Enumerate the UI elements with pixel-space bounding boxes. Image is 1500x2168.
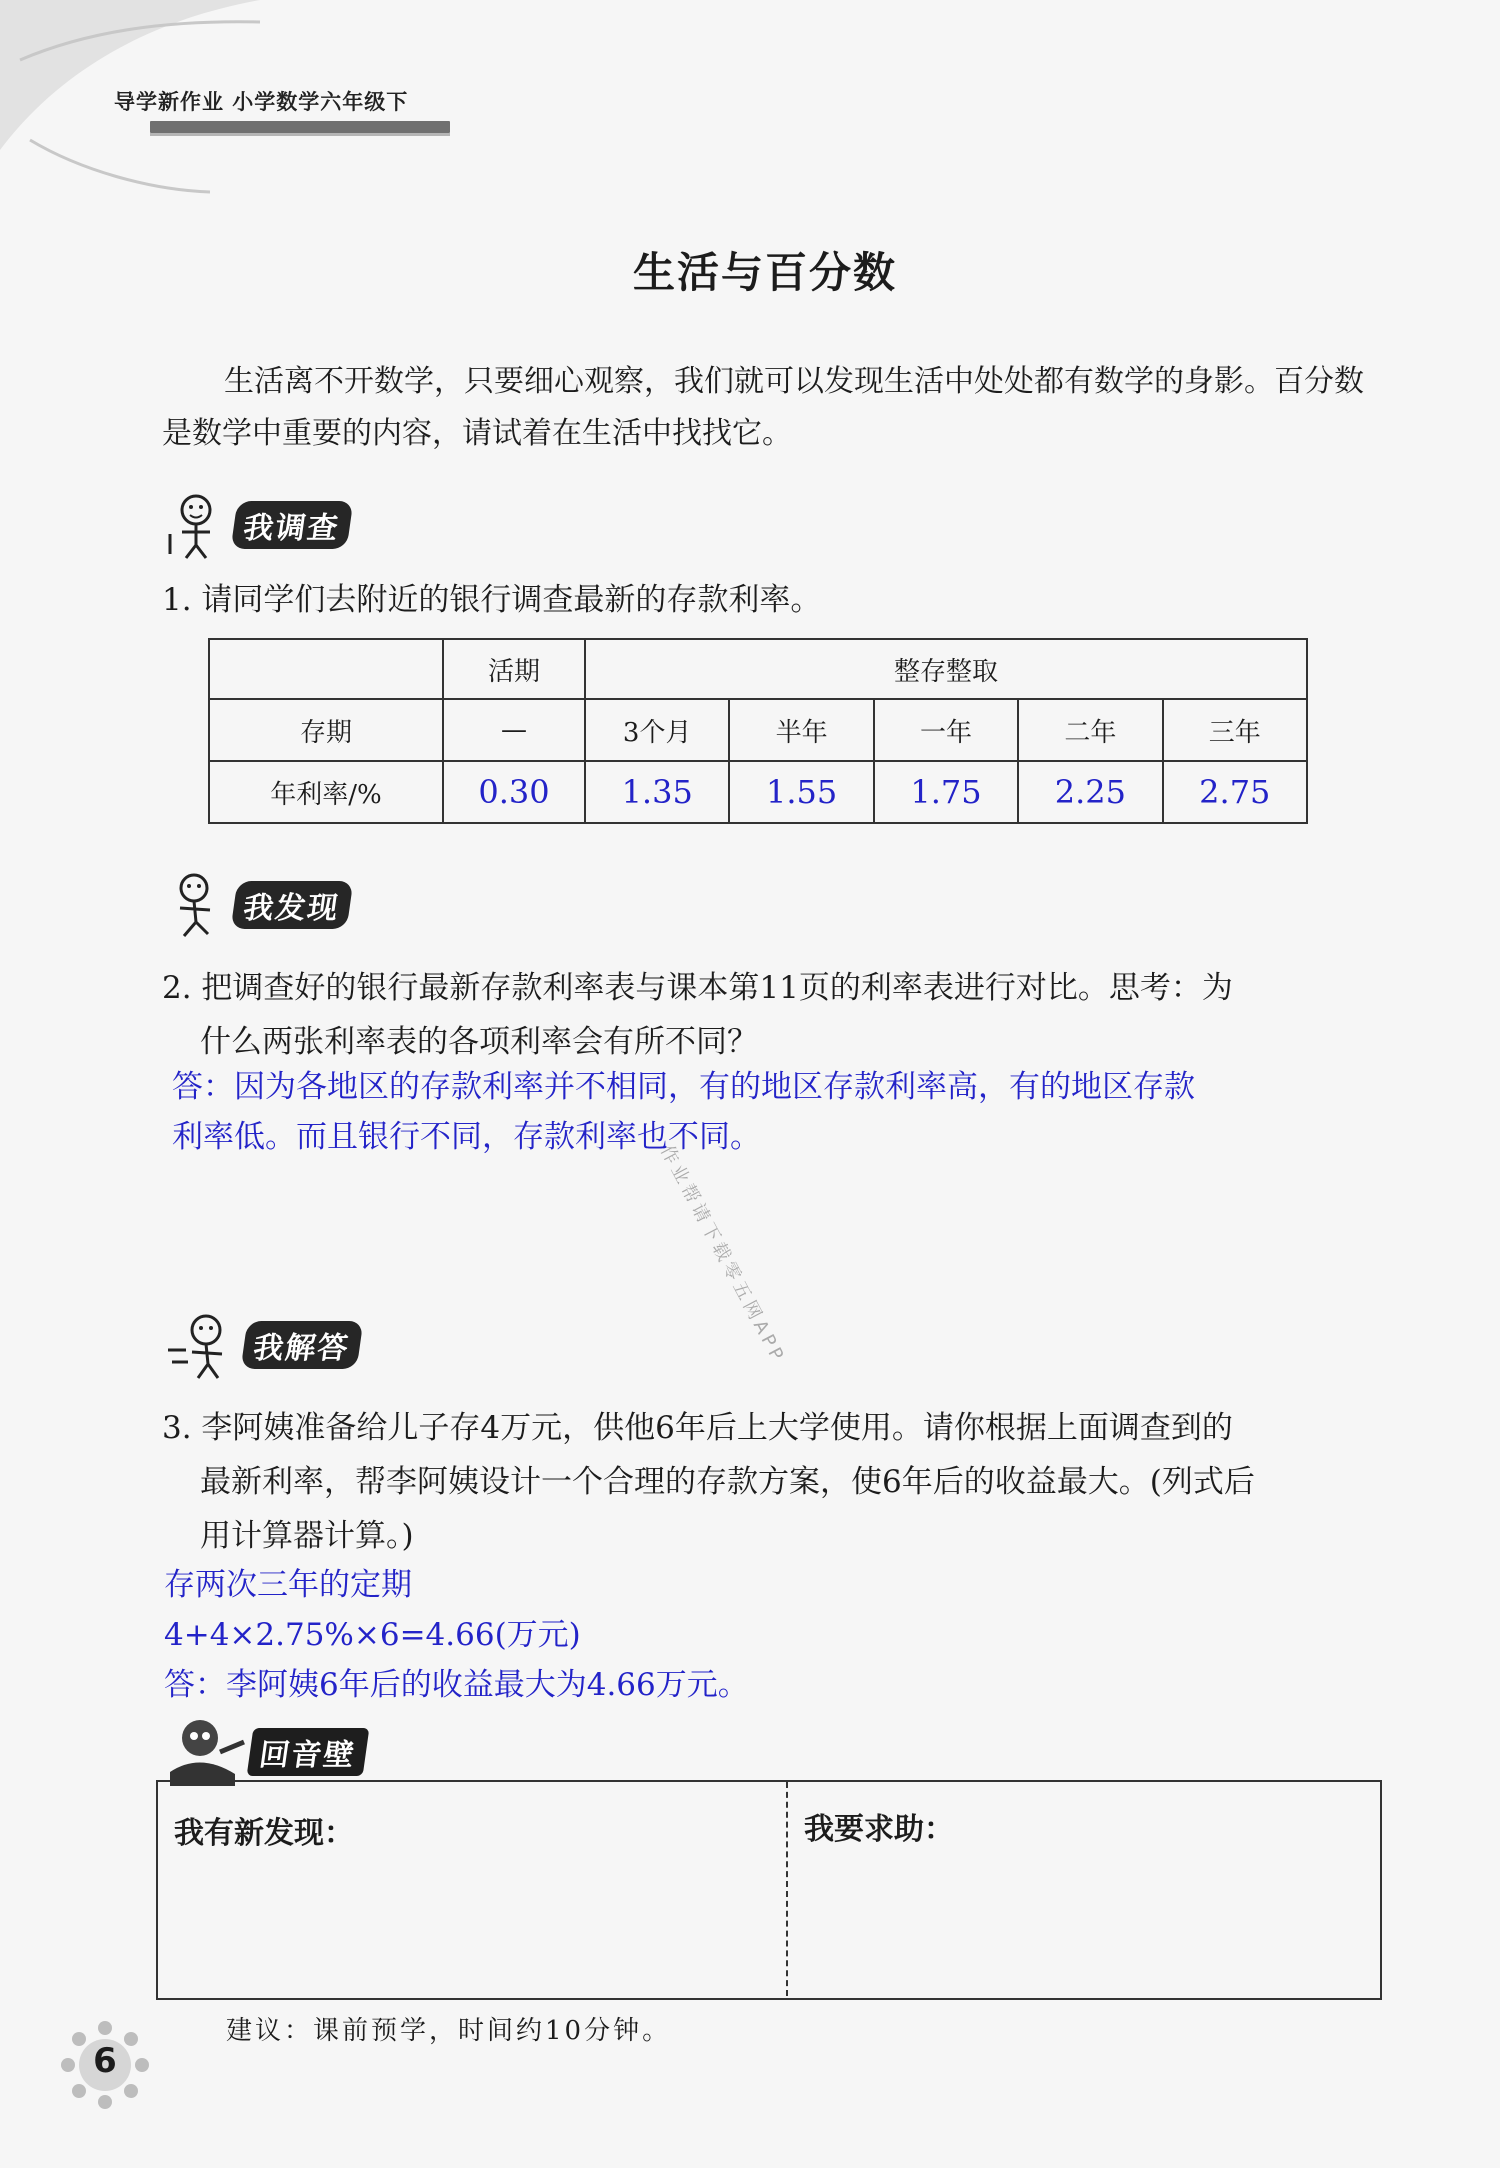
rate-table-term: 3个月 bbox=[585, 699, 729, 761]
rate-table-rate: 0.30 bbox=[443, 761, 585, 823]
echo-divider bbox=[786, 1782, 788, 1996]
suggestion-text: 建议：课前预学，时间约10分钟。 bbox=[226, 2016, 672, 2046]
question-2-line-1: 2. 把调查好的银行最新存款利率表与课本第11页的利率表进行对比。思考：为 bbox=[162, 970, 1233, 1006]
rate-table-rate: 2.25 bbox=[1018, 761, 1162, 823]
answer-2-line-2: 利率低。而且银行不同，存款利率也不同。 bbox=[172, 1119, 761, 1155]
page-number: 6 bbox=[93, 2041, 117, 2081]
intro-text: 生活离不开数学，只要细心观察，我们就可以发现生活中处处都有数学的身影。百分数是数学中重要的内容，请试着在生活中找找它。 bbox=[162, 364, 1364, 451]
stick-figure-icon bbox=[164, 1310, 244, 1380]
rate-table-rate: 1.75 bbox=[874, 761, 1018, 823]
rate-table-term: 一年 bbox=[874, 699, 1018, 761]
section-echo-label: 回音壁 bbox=[247, 1728, 370, 1776]
header-bar-underline bbox=[150, 133, 450, 136]
question-2-line-2: 什么两张利率表的各项利率会有所不同？ bbox=[200, 1024, 758, 1060]
echo-left-label: 我有新发现： bbox=[174, 1816, 354, 1851]
watermark: 作业帮请下载零五网APP bbox=[655, 1141, 790, 1368]
section-answer-label: 我解答 bbox=[241, 1321, 364, 1369]
answer-2-line-1: 答：因为各地区的存款利率并不相同，有的地区存款利率高，有的地区存款 bbox=[172, 1069, 1195, 1105]
section-answer bbox=[164, 1310, 360, 1380]
section-discover-label: 我发现 bbox=[231, 881, 354, 929]
rate-table-term: 半年 bbox=[729, 699, 873, 761]
rate-table-head-fixed: 整存整取 bbox=[585, 639, 1307, 699]
rate-table bbox=[208, 638, 1308, 824]
header-label: 导学新作业 小学数学六年级下 bbox=[114, 90, 409, 114]
rate-table-corner bbox=[209, 639, 443, 699]
rate-table-rate: 2.75 bbox=[1163, 761, 1307, 823]
question-1: 1. 请同学们去附近的银行调查最新的存款利率。 bbox=[162, 582, 822, 618]
echo-right-label: 我要求助： bbox=[804, 1812, 954, 1847]
section-discover bbox=[164, 870, 350, 940]
stick-figure-icon bbox=[164, 870, 234, 940]
stick-figure-icon bbox=[164, 490, 234, 560]
question-3-line-1: 3. 李阿姨准备给儿子存4万元，供他6年后上大学使用。请你根据上面调查到的 bbox=[162, 1410, 1233, 1446]
header-bar bbox=[150, 121, 450, 133]
question-3-line-2: 最新利率，帮李阿姨设计一个合理的存款方案，使6年后的收益最大。(列式后 bbox=[200, 1464, 1255, 1500]
rate-table-term: 三年 bbox=[1163, 699, 1307, 761]
answer-3-line-1: 存两次三年的定期 bbox=[164, 1567, 412, 1603]
rate-table-term-label: 存期 bbox=[209, 699, 443, 761]
rate-table-head-current: 活期 bbox=[443, 639, 585, 699]
answer-3-line-2: 4+4×2.75%×6=4.66(万元) bbox=[164, 1617, 581, 1653]
section-survey-label: 我调查 bbox=[231, 501, 354, 549]
rate-table-rate: 1.35 bbox=[585, 761, 729, 823]
rate-table-term: 二年 bbox=[1018, 699, 1162, 761]
rate-table-term: — bbox=[443, 699, 585, 761]
page-title: 生活与百分数 bbox=[632, 248, 897, 297]
rate-table-rate-label: 年利率/% bbox=[209, 761, 443, 823]
question-3-line-3: 用计算器计算。) bbox=[200, 1518, 414, 1554]
rate-table-rate: 1.55 bbox=[729, 761, 873, 823]
section-survey bbox=[164, 490, 350, 560]
answer-3-line-3: 答：李阿姨6年后的收益最大为4.66万元。 bbox=[164, 1667, 749, 1703]
